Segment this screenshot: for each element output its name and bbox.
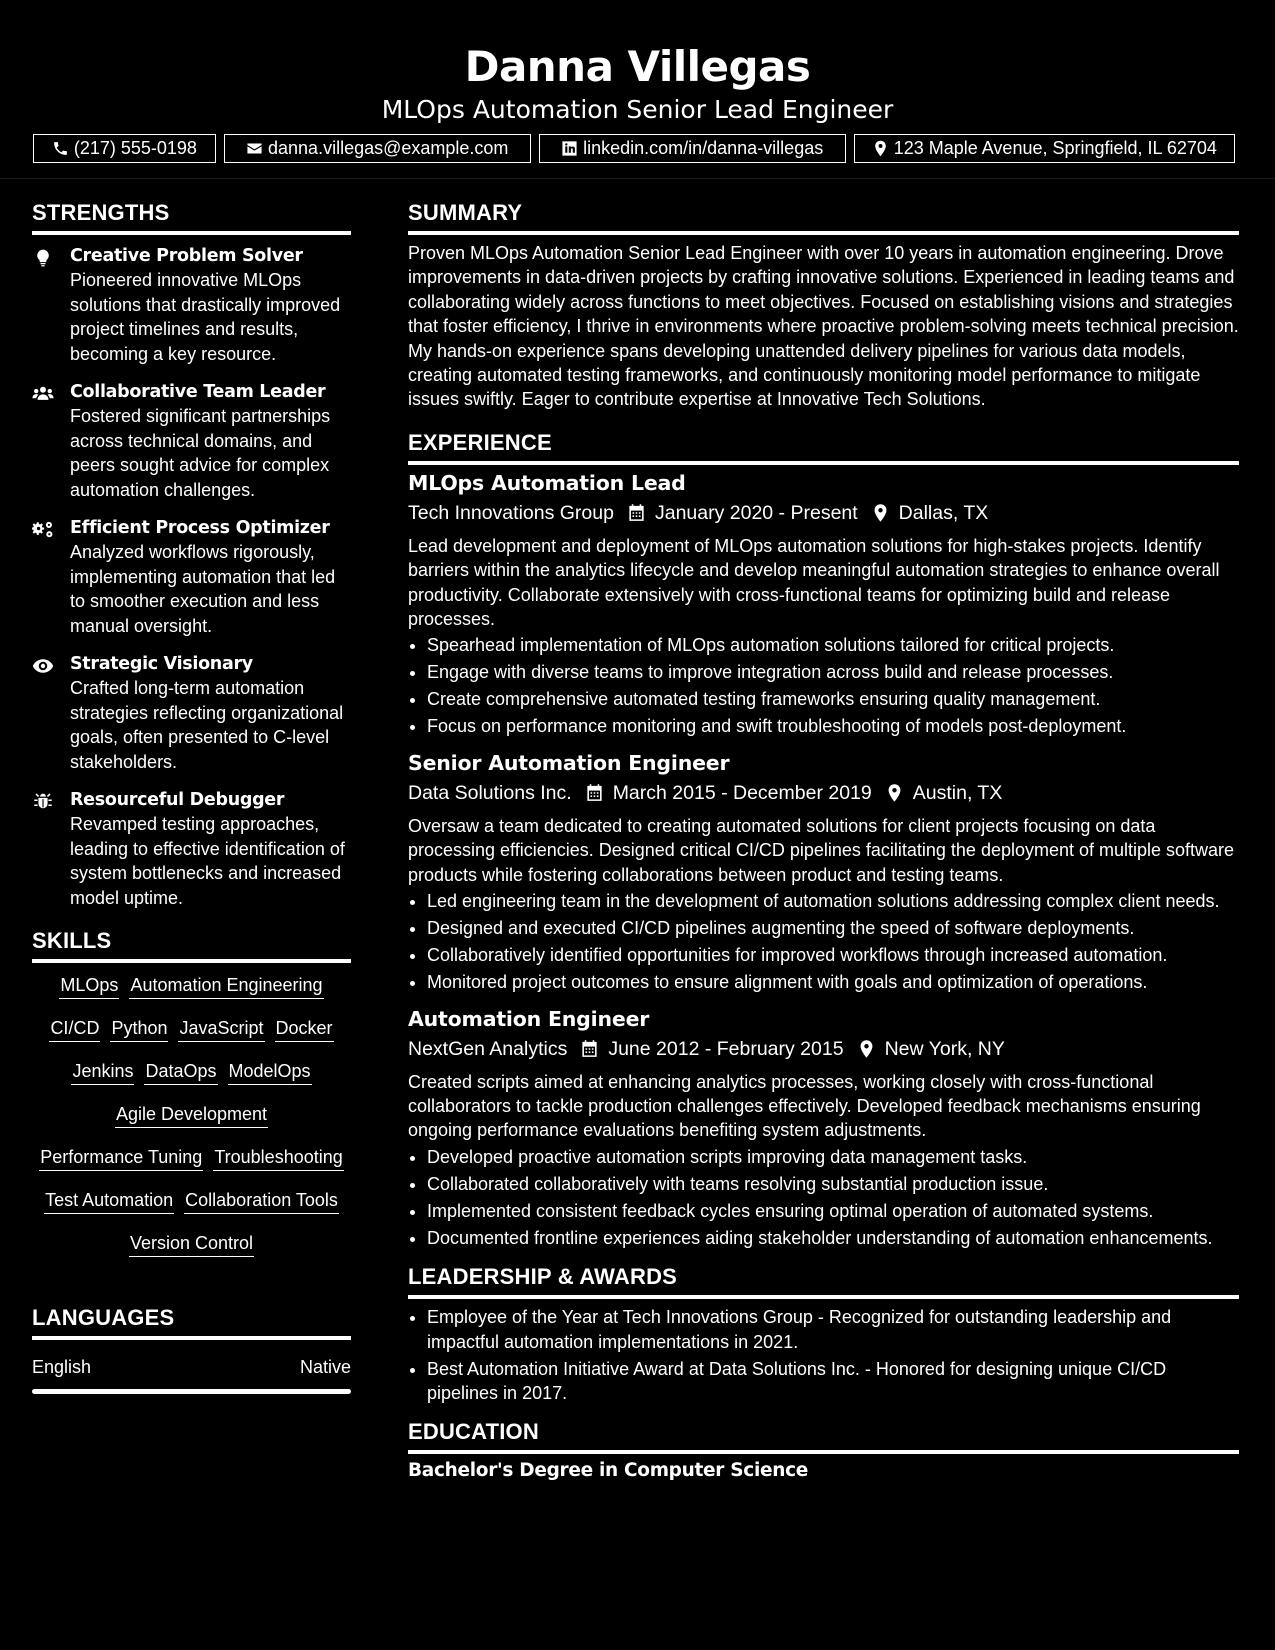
strength-item [32, 244, 351, 366]
job-location: Austin, TX [912, 781, 1003, 804]
job-entry [408, 749, 1239, 995]
job-bullet: • Implemented consistent feedback cycles ensuring optimal operation of automated systems. [427, 1199, 1239, 1223]
experience-section [408, 426, 1239, 1250]
left-column [32, 196, 351, 1394]
job-dates: January 2020 - Present [654, 501, 858, 524]
envelope-icon [246, 140, 263, 157]
job-location: Dallas, TX [898, 501, 989, 524]
job-bullet: • Create comprehensive automated testing frameworks ensuring quality management. [427, 687, 1239, 711]
candidate-name: Danna Villegas [464, 42, 811, 91]
job-description: Oversaw a team dedicated to creating automated solutions for client projects focusing on data processing efficiencies. Designed critical CI/CD pipelines facilitating the deployment of multiple software products while fostering collaborations between product and testing teams. [408, 815, 1235, 885]
strength-item [32, 516, 351, 638]
section-divider [32, 1336, 351, 1340]
job-title: Senior Automation Engineer [408, 750, 730, 775]
job-meta [408, 1034, 1239, 1065]
strength-title: Collaborative Team Leader [70, 382, 326, 402]
job-company: Data Solutions Inc. [408, 781, 572, 804]
section-divider [408, 231, 1239, 235]
linkedin-icon [561, 140, 578, 157]
cogs-icon [32, 520, 54, 540]
contact-email-text: danna.villegas@example.com [268, 138, 509, 158]
skill-tag: Troubleshooting [213, 1145, 343, 1171]
award-item: • Best Automation Initiative Award at Data Solutions Inc. - Honored for designing unique CI/CD pipelines in 2017. [427, 1357, 1239, 1406]
contact-address [854, 134, 1235, 163]
job-company: NextGen Analytics [408, 1037, 568, 1060]
strength-title: Efficient Process Optimizer [70, 518, 330, 538]
strength-desc: Fostered significant partnerships across technical domains, and peers sought advice for complex automation challenges. [70, 406, 331, 500]
skill-tag: ModelOps [228, 1059, 312, 1085]
right-column [408, 196, 1239, 1485]
job-bullet: • Monitored project outcomes to ensure alignment with goals and optimization of operations. [427, 970, 1239, 994]
skill-tag: Automation Engineering [129, 973, 323, 999]
eye-icon [32, 656, 54, 676]
job-bullet: • Collaboratively identified opportunities for improved workflows through increased automation. [427, 943, 1239, 967]
awards-section [408, 1260, 1239, 1405]
section-divider [408, 1295, 1239, 1299]
job-dates: June 2012 - February 2015 [608, 1037, 844, 1060]
job-entry [408, 469, 1239, 739]
job-bullet: • Documented frontline experiences aiding stakeholder understanding of automation enhancements. [427, 1226, 1239, 1250]
map-pin-icon [885, 783, 904, 803]
skill-tag: MLOps [59, 973, 119, 999]
strength-desc: Revamped testing approaches, leading to effective identification of system bottlenecks and increased model uptime. [70, 814, 345, 908]
job-bullet: • Focus on performance monitoring and swift troubleshooting of models post-deployment. [427, 714, 1239, 738]
language-proficiency-bar [32, 1389, 351, 1394]
job-bullets [408, 633, 1239, 738]
job-bullet: • Spearhead implementation of MLOps automation solutions tailored for critical projects. [427, 633, 1239, 657]
experience-heading: EXPERIENCE [408, 429, 552, 455]
job-meta [408, 498, 1239, 529]
job-dates: March 2015 - December 2019 [612, 781, 872, 804]
contact-phone-text: (217) 555-0198 [73, 138, 197, 158]
skill-tag: Performance Tuning [39, 1145, 203, 1171]
job-title: MLOps Automation Lead [408, 470, 686, 495]
map-pin-icon [872, 140, 889, 157]
lightbulb-icon [32, 248, 54, 268]
language-name: English [32, 1357, 92, 1377]
skill-tag: Test Automation [44, 1188, 174, 1214]
calendar-icon [585, 783, 604, 803]
education-heading: EDUCATION [408, 1419, 539, 1445]
strength-item [32, 788, 351, 910]
skill-tag: DataOps [144, 1059, 217, 1085]
strengths-heading: STRENGTHS [32, 200, 170, 225]
languages-section [32, 1301, 351, 1394]
candidate-role: MLOps Automation Senior Lead Engineer [381, 95, 894, 124]
job-bullets [408, 889, 1239, 994]
job-bullet: • Collaborated collaboratively with teams resolving substantial production issue. [427, 1172, 1239, 1196]
job-description: Lead development and deployment of MLOps automation solutions for high-stakes projects. Identify barriers within the analytics lifecycle and develop meaningful automation strategies to enhance overall productivity. Collaborate extensively with cross-functional teams for optimizing build and release processes. [408, 535, 1220, 630]
phone-icon [52, 140, 69, 157]
contact-address-text: 123 Maple Avenue, Springfield, IL 62704 [893, 138, 1217, 158]
job-entry [408, 1005, 1239, 1251]
education-degree: Bachelor's Degree in Computer Science [408, 1460, 809, 1482]
strength-desc: Crafted long-term automation strategies reflecting organizational goals, often presented to C-level stakeholders. [70, 678, 344, 772]
skill-tag: Agile Development [115, 1102, 268, 1128]
skill-tag: Version Control [129, 1231, 254, 1257]
strength-title: Resourceful Debugger [70, 790, 285, 810]
map-pin-icon [857, 1039, 876, 1059]
strength-item [32, 380, 351, 502]
bug-icon [32, 792, 54, 812]
job-bullet: • Developed proactive automation scripts improving data management tasks. [427, 1145, 1239, 1169]
award-item: • Employee of the Year at Tech Innovations Group - Recognized for outstanding leadership and impactful automation implementations in 2021. [427, 1305, 1239, 1354]
language-item [32, 1354, 351, 1380]
awards-heading: LEADERSHIP & AWARDS [408, 1264, 678, 1290]
job-bullet: • Engage with diverse teams to improve integration across build and release processes. [427, 660, 1239, 684]
contact-linkedin[interactable] [539, 134, 846, 163]
skill-tag: JavaScript [178, 1016, 264, 1042]
users-icon [32, 384, 54, 404]
skills-list [32, 963, 351, 1257]
summary-text: Proven MLOps Automation Senior Lead Engineer with over 10 years in automation engineering. Drove improvements in data-driven projects by crafting innovative solutions. Experienced in leading teams and collaborating widely across functions to meet objectives. Focused on establishing visions and strategies that foster efficiency, I thrive in environments where proactive problem-solving meets technical precision. My hands-on experience spans developing unattended delivery pipelines for various data models, creating automated testing frameworks, and continuously monitoring model performance to mitigate issues swiftly. Eager to contribute expertise at Innovative Tech Solutions. [408, 243, 1239, 410]
education-section [408, 1415, 1239, 1485]
skill-tag: Docker [275, 1016, 334, 1042]
job-bullet: • Designed and executed CI/CD pipelines augmenting the speed of software deployments. [427, 916, 1239, 940]
languages-heading: LANGUAGES [32, 1305, 175, 1330]
calendar-icon [580, 1039, 599, 1059]
job-company: Tech Innovations Group [408, 501, 614, 524]
skill-tag: Jenkins [71, 1059, 134, 1085]
skill-tag: Collaboration Tools [184, 1188, 339, 1214]
map-pin-icon [871, 503, 890, 523]
section-divider [32, 231, 351, 235]
job-meta [408, 778, 1239, 809]
contact-row [33, 134, 1235, 163]
job-bullets [408, 1145, 1239, 1250]
section-divider [408, 1450, 1239, 1454]
strength-title: Creative Problem Solver [70, 246, 303, 266]
contact-phone[interactable] [33, 134, 216, 163]
job-description: Created scripts aimed at enhancing analytics processes, working closely with cross-functional collaborators to tackle production challenges effectively. Developed feedback mechanisms ensuring ongoing performance evaluations benefiting system adjustments. [408, 1071, 1201, 1141]
section-divider [408, 461, 1239, 465]
language-level: Native [299, 1357, 351, 1377]
job-location: New York, NY [884, 1037, 1005, 1060]
strengths-section [32, 196, 351, 910]
resume-header [0, 0, 1275, 179]
summary-heading: SUMMARY [408, 200, 523, 225]
job-title: Automation Engineer [408, 1006, 650, 1031]
job-bullet: • Led engineering team in the development of automation solutions addressing complex client needs. [427, 889, 1239, 913]
skill-tag: Python [110, 1016, 168, 1042]
skills-heading: SKILLS [32, 928, 112, 953]
contact-linkedin-text: linkedin.com/in/danna-villegas [583, 138, 824, 158]
strength-item [32, 652, 351, 774]
summary-section [408, 196, 1239, 412]
strength-desc: Pioneered innovative MLOps solutions that drastically improved project timelines and results, becoming a key resource. [70, 270, 341, 364]
strength-desc: Analyzed workflows rigorously, implementing automation that led to smoother execution and less manual oversight. [70, 542, 336, 636]
awards-list [408, 1305, 1239, 1405]
skills-section [32, 924, 351, 1257]
calendar-icon [627, 503, 646, 523]
skill-tag: CI/CD [49, 1016, 100, 1042]
strength-title: Strategic Visionary [70, 654, 253, 674]
contact-email[interactable] [224, 134, 531, 163]
